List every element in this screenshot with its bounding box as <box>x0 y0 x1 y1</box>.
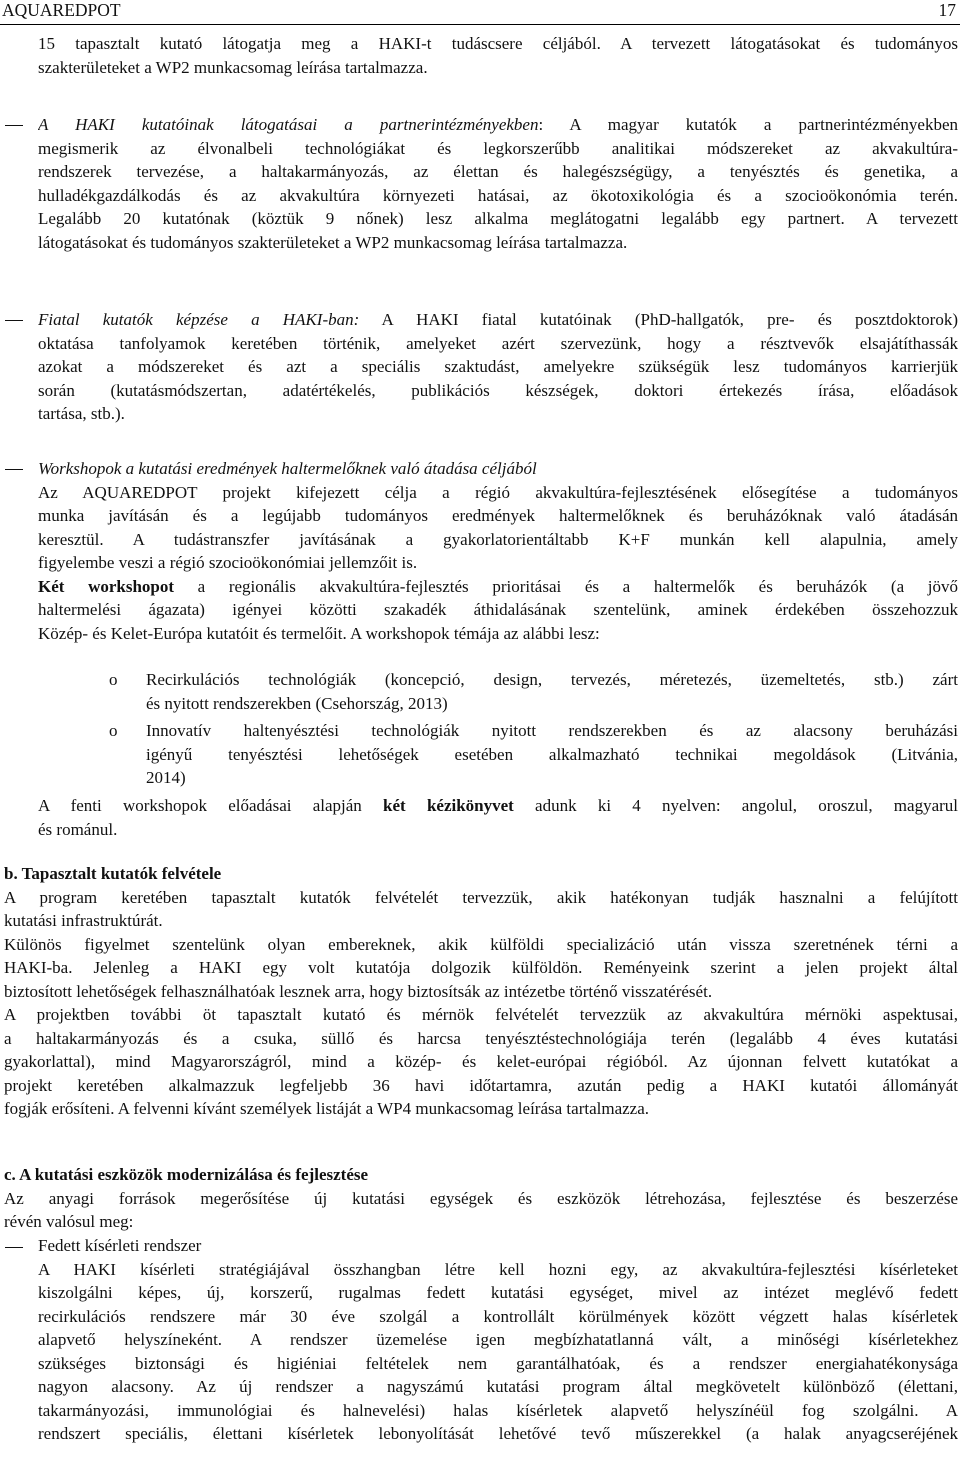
text-line: és románul. <box>38 819 118 839</box>
training-paragraph <box>38 308 958 426</box>
text-line: HAKI-ba. Jelenleg a HAKI egy volt kutatója dolgozik külföldön. Reményeink szerint a jelen projekt által <box>4 958 958 977</box>
text-line: szakterületeket a WP2 munkacsomag leírása tartalmazza. <box>38 57 428 77</box>
text-line: rendszert speciális, élettani kísérletek lebonyolítását lehetővé tevő műszerekkel (a halak anyagcseréjének <box>38 1424 958 1443</box>
text-line: Az AQUAREDPOT projekt kifejezett célja a régió akvakultúra-fejlesztésének elősegítése a tudományos <box>38 482 958 502</box>
text-line: takarmányozási, immunológiai és halnevelési) halas kísérletek alapvető helyszínéül fog szolgálni. A <box>38 1400 958 1420</box>
text-line: azokat a módszereket és azt a speciális szaktudást, amelyekre szükségük lesz tudományos karrierjük <box>38 357 958 376</box>
text-line: tartása, stb.). <box>38 404 125 423</box>
dash-bullet <box>5 320 23 321</box>
text-line: oktatása tanfolyamok keretében történik, amelyeket azért szervezünk, hogy a résztvevők elsajátíthassák <box>38 333 958 353</box>
text-line: alapvető helyszíneként. A rendszer üzemelése igen megbízhatatlanná vált, a minőségi kísérletekhez <box>38 1330 958 1349</box>
text-line: szükséges biztonsági és higiéniai feltételek nem garantálhatóak, és a rendszer energiahatékonysága <box>38 1353 958 1373</box>
section-c <box>4 1163 958 1234</box>
text-line: Az anyagi források megerősítése új kutatási egységek és eszközök létrehozása, fejlesztése és beszerzése <box>4 1188 958 1208</box>
sub-bullet <box>146 719 958 790</box>
text-span: a regionális akvakultúra-fejlesztés prioritásai és a haltermelők és beruházók (a jövő <box>174 576 958 596</box>
text-line: rendszerek tervezése, a haltakarmányozás, az élettan és halegészségügy, a tenyésztés és genetika, a <box>38 162 958 181</box>
text-line: hulladékgazdálkodás és az akvakultúra környezeti hatásai, az ökotoxikológia és a szocioökonómia terén. <box>38 185 958 205</box>
text-span: A fenti workshopok előadásai alapján <box>38 796 384 815</box>
text-line: A HAKI kísérleti stratégiájával összhangban létre kell hozni egy, az akvakultúra-fejlesztési kísérleteket <box>38 1259 958 1279</box>
text-line <box>38 308 958 332</box>
bold-text: Két workshopot <box>38 576 175 596</box>
text-line: recirkulációs rendszere már 30 éve szolgál a kontrollált körülmények között végzett halas kísérletek <box>38 1306 958 1326</box>
text-span: A HAKI fiatal kutatóinak (PhD-hallgatók, pre- és posztdoktorok) <box>359 310 958 329</box>
section-b <box>4 862 958 1121</box>
text-line: 15 tapasztalt kutató látogatja meg a HAKI-t tudáscsere céljából. A tervezett látogatásokat és tudományos <box>38 34 958 53</box>
page-header <box>0 0 960 25</box>
text-line <box>4 1163 958 1187</box>
text-line: projekt keretében alkalmazzuk legfeljebb 36 havi időtartamra, azután pedig a HAKI kutatói állományát <box>4 1075 958 1095</box>
text-line: igényű tenyésztési lehetőségek esetében alkalmazható technikai megoldások (Litvánia, <box>146 744 958 764</box>
text-line: 2014) <box>146 768 186 787</box>
text-line: kutatási infrastruktúrát. <box>4 911 163 930</box>
bold-text: két kézikönyvet <box>383 796 514 815</box>
manuals-paragraph <box>38 794 958 841</box>
sub-bullet <box>146 668 958 715</box>
text-line: Közép- és Kelet-Európa kutatóit és termelőit. A workshopok témája az alábbi lesz: <box>38 623 600 643</box>
text-line: munka javításán és a legújabb tudományos eredmények haltermelőknek és beruházóknak való átadásán <box>38 506 958 525</box>
text-line <box>38 457 958 481</box>
text-span: adunk ki 4 nyelven: angolul, oroszul, magyarul <box>513 796 958 815</box>
visits-paragraph <box>38 113 958 254</box>
text-line: nagyon alacsony. Az új rendszer a nagyszámú kutatási program által megkövetelt különböző (élettani, <box>38 1377 958 1396</box>
dash-bullet <box>5 125 23 126</box>
page-number: 17 <box>938 0 956 20</box>
text-line <box>38 113 958 137</box>
text-line: és nyitott rendszerekben (Csehország, 2013) <box>146 693 448 713</box>
dash-bullet <box>5 1247 23 1248</box>
section-heading: b. Tapasztalt kutatók felvétele <box>4 864 222 883</box>
text-line: során (kutatásmódszertan, adatértékelés, publikációs készségek, doktori értekezés írása, előadások <box>38 380 958 400</box>
text-line <box>38 794 958 818</box>
indoor-system-paragraph <box>38 1234 958 1446</box>
text-line: látogatásokat és tudományos szakterületeket a WP2 munkacsomag leírása tartalmazza. <box>38 232 628 252</box>
section-heading: c. A kutatási eszközök modernizálása és fejlesztése <box>4 1165 369 1184</box>
text-line: gyakorlattal), mind Magyarországról, mind a közép- és kelet-európai régióból. Az újonnan felvett kutatókat a <box>4 1052 958 1071</box>
text-line <box>38 575 958 599</box>
item-title: Workshopok a kutatási eredmények haltermelőknek való átadása céljából <box>38 459 537 478</box>
workshops-paragraph <box>38 457 958 645</box>
circle-bullet-icon: o <box>109 670 118 689</box>
text-line: megismerik az élvonalbeli technológiákat és legkorszerűbb analitikai módszereket az akvakultúra- <box>38 138 958 158</box>
text-line: fogják erősíteni. A felvenni kívánt személyek listáját a WP4 munkacsomag leírása tartalmazza. <box>4 1099 649 1118</box>
circle-bullet-icon: o <box>109 721 118 740</box>
text-line: révén valósul meg: <box>4 1212 134 1231</box>
text-line: Különös figyelmet szentelünk olyan embereknek, akik külföldi specializáció után vissza szeretnének térni a <box>4 934 958 954</box>
text-line <box>4 862 958 886</box>
item-title: Fedett kísérleti rendszer <box>38 1236 202 1255</box>
text-line: Innovatív haltenyésztési technológiák nyitott rendszerekben és az alacsony beruházási <box>146 721 958 740</box>
text-line: kiszolgálni képes, új, korszerű, rugalmas fedett kutatási egységet, mivel az intézet meglévő fedett <box>38 1283 958 1302</box>
text-line: haltermelési ágazata) igényei közötti szakadék áthidalásának szentelünk, aminek érdekében összehozzuk <box>38 600 958 619</box>
text-line: Legalább 20 kutatónak (köztük 9 nőnek) lesz alkalma meglátogatni legalább egy partnert. A tervezett <box>38 209 958 228</box>
header-title: AQUAREDPOT <box>2 0 121 20</box>
intro-paragraph <box>38 32 958 79</box>
item-title: Fiatal kutatók képzése a HAKI-ban: <box>38 310 360 329</box>
item-title: A HAKI kutatóinak látogatásai a partnerintézményekben <box>38 115 539 134</box>
text-span: : A magyar kutatók a partnerintézményekben <box>538 115 958 134</box>
text-line: Recirkulációs technológiák (koncepció, design, tervezés, méretezés, üzemeltetés, stb.) zárt <box>146 670 958 689</box>
text-line: keresztül. A tudástranszfer javításának a gyakorlatorientáltabb K+F munkán kell alapulnia, amely <box>38 529 958 549</box>
text-line: a haltakarmányozás és a csuka, süllő és harcsa tenyésztéstechnológiája terén (legalább 4 éves kutatási <box>4 1028 958 1048</box>
text-line: figyelembe veszi a régió szocioökonómiai jellemzőit is. <box>38 553 418 572</box>
text-line: biztosított lehetőségek felhasználhatóak lesznek arra, hogy biztosítsák az intézetbe történő visszatérését. <box>4 981 713 1001</box>
text-line: A program keretében tapasztalt kutatók felvételét tervezzük, akik hatékonyan tudják hasznalni a felújított <box>4 887 958 907</box>
text-line: A projektben további öt tapasztalt kutató és mérnök felvételét tervezzük az akvakultúra mérnöki aspektusai, <box>4 1005 958 1024</box>
dash-bullet <box>5 469 23 470</box>
